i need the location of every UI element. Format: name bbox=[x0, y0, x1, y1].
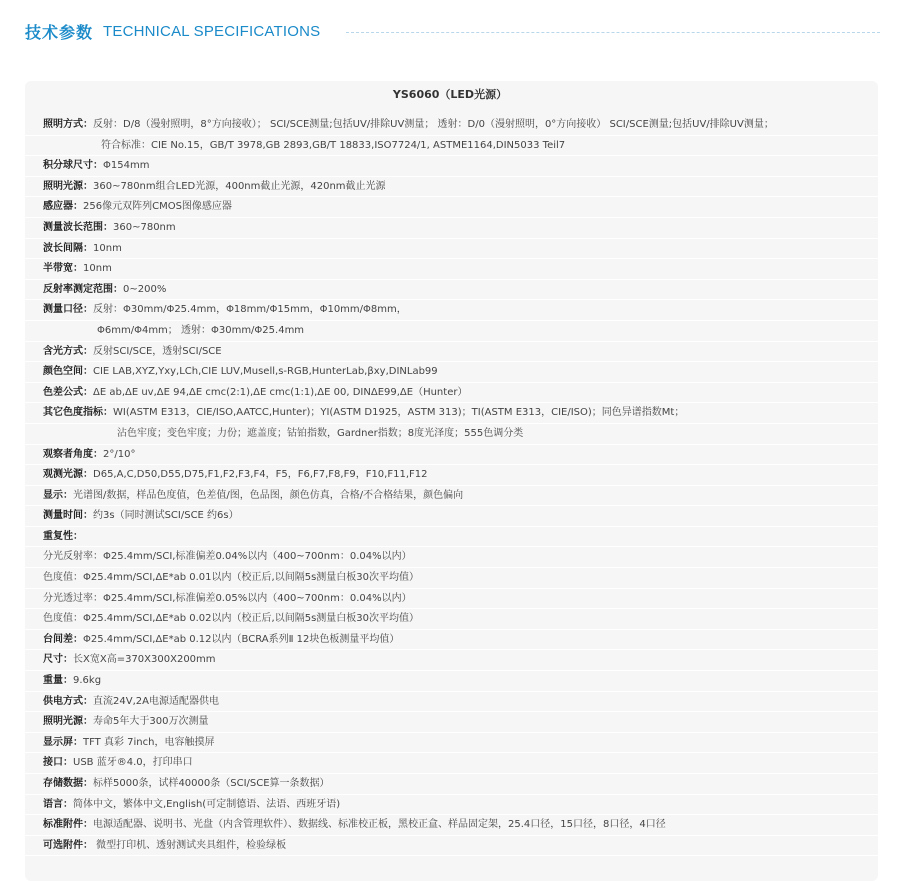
spec-label: 观测光源： bbox=[43, 469, 93, 481]
spec-label: 重复性： bbox=[43, 530, 83, 542]
spec-row bbox=[25, 342, 878, 363]
spec-row bbox=[25, 527, 878, 548]
spec-row bbox=[25, 259, 878, 280]
spec-value: 360~780nm bbox=[113, 221, 176, 233]
spec-value: 直流24V,2A电源适配器供电 bbox=[93, 695, 219, 707]
spec-row bbox=[25, 486, 878, 507]
spec-table bbox=[25, 115, 878, 856]
spec-label: 颜色空间： bbox=[43, 366, 93, 378]
spec-label: 含光方式： bbox=[43, 345, 93, 357]
spec-value: ΔE ab,ΔE uv,ΔE 94,ΔE cmc(2:1),ΔE cmc(1:1),ΔE 00, DINΔE99,ΔE（Hunter） bbox=[93, 386, 468, 398]
spec-value: 微型打印机、透射测试夹具组件，检验绿板 bbox=[93, 839, 287, 851]
spec-label: 测量时间： bbox=[43, 510, 93, 522]
spec-row bbox=[25, 177, 878, 198]
spec-value: 简体中文，繁体中文,English(可定制德语、法语、西班牙语) bbox=[73, 798, 341, 810]
spec-label: 显示： bbox=[43, 489, 73, 501]
spec-value: 10nm bbox=[83, 263, 112, 275]
spec-value: 反射：D/8（漫射照明，8°方向接收）； SCI/SCE测量;包括UV/排除UV测量； 透射：D/0（漫射照明，0°方向接收） SCI/SCE测量;包括UV/排除UV测量； bbox=[93, 119, 774, 130]
spec-value: 色度值：Φ25.4mm/SCI,ΔE*ab 0.01以内（校正后,以间隔5s测量白板30次平均值） bbox=[43, 572, 420, 584]
spec-row bbox=[25, 547, 878, 568]
spec-label: 供电方式： bbox=[43, 695, 93, 707]
spec-label: 半带宽： bbox=[43, 263, 83, 275]
spec-row bbox=[25, 197, 878, 218]
spec-row bbox=[25, 300, 878, 321]
spec-row bbox=[25, 692, 878, 713]
spec-row bbox=[25, 321, 878, 342]
spec-value: 反射：Φ30mm/Φ25.4mm，Φ18mm/Φ15mm，Φ10mm/Φ8mm， bbox=[93, 304, 407, 316]
spec-value: CIE LAB,XYZ,Yxy,LCh,CIE LUV,Musell,s-RGB,HunterLab,βxy,DINLab99 bbox=[93, 366, 438, 378]
spec-value: USB 蓝牙®4.0，打印串口 bbox=[73, 757, 193, 769]
spec-label: 台间差： bbox=[43, 633, 83, 645]
section-header bbox=[25, 16, 880, 46]
spec-value: 9.6kg bbox=[73, 675, 102, 687]
spec-label: 感应器： bbox=[43, 201, 83, 213]
spec-row bbox=[25, 836, 878, 857]
spec-value: 符合标准：CIE No.15，GB/T 3978,GB 2893,GB/T 18833,ISO7724/1, ASTME1164,DIN5033 Teil7 bbox=[101, 139, 566, 151]
spec-row bbox=[25, 671, 878, 692]
spec-row bbox=[25, 733, 878, 754]
spec-value: 色度值：Φ25.4mm/SCI,ΔE*ab 0.02以内（校正后,以间隔5s测量白板30次平均值） bbox=[43, 613, 420, 625]
spec-label: 照明方式： bbox=[43, 119, 93, 130]
spec-value: 分光反射率：Φ25.4mm/SCI,标准偏差0.04%以内（400~700nm：0.04%以内） bbox=[43, 551, 412, 563]
spec-value: Φ154mm bbox=[103, 160, 150, 172]
spec-value: 标样5000条，试样40000条（SCI/SCE算一条数据） bbox=[93, 778, 330, 789]
spec-label: 接口： bbox=[43, 757, 73, 769]
spec-value: Φ25.4mm/SCI,ΔE*ab 0.12以内（BCRA系列Ⅱ 12块色板测量平均值） bbox=[83, 633, 400, 645]
spec-row bbox=[25, 506, 878, 527]
spec-label: 其它色度指标： bbox=[43, 407, 113, 419]
spec-row bbox=[25, 774, 878, 795]
spec-row bbox=[25, 239, 878, 260]
spec-label: 照明光源： bbox=[43, 180, 93, 192]
spec-row bbox=[25, 712, 878, 733]
spec-label: 照明光源： bbox=[43, 716, 93, 728]
spec-label: 波长间隔： bbox=[43, 242, 93, 254]
spec-value: 寿命5年大于300万次测量 bbox=[93, 716, 209, 728]
spec-label: 显示屏： bbox=[43, 736, 83, 748]
spec-value: 光谱图/数据，样品色度值，色差值/图，色品图，颜色仿真，合格/不合格结果，颜色偏向 bbox=[73, 489, 464, 501]
spec-row bbox=[25, 383, 878, 404]
spec-value: Φ6mm/Φ4mm； 透射：Φ30mm/Φ25.4mm bbox=[97, 324, 305, 336]
spec-value: 256像元双阵列CMOS图像感应器 bbox=[83, 201, 232, 213]
spec-label: 积分球尺寸： bbox=[43, 160, 103, 172]
header-dashed-divider bbox=[346, 32, 880, 33]
spec-label: 可选附件： bbox=[43, 839, 93, 851]
spec-row bbox=[25, 815, 878, 836]
spec-label: 语言： bbox=[43, 798, 73, 810]
spec-row bbox=[25, 465, 878, 486]
spec-label: 尺寸： bbox=[43, 654, 73, 666]
spec-row bbox=[25, 609, 878, 630]
spec-value: 电源适配器、说明书、光盘（内含管理软件）、数据线、标准校正板，黑校正盒、样品固定架，25.4口径，15口径，8口径，4口径 bbox=[93, 819, 666, 831]
spec-label: 反射率测定范围： bbox=[43, 283, 123, 295]
spec-row bbox=[25, 156, 878, 177]
spec-value: 长X宽X高=370X300X200mm bbox=[73, 654, 216, 666]
spec-row bbox=[25, 753, 878, 774]
spec-value: TFT 真彩 7inch，电容触摸屏 bbox=[83, 736, 215, 748]
spec-value: 0~200% bbox=[123, 283, 167, 295]
spec-row bbox=[25, 795, 878, 816]
spec-row bbox=[25, 115, 878, 136]
spec-value: D65,A,C,D50,D55,D75,F1,F2,F3,F4，F5，F6,F7,F8,F9，F10,F11,F12 bbox=[93, 469, 428, 481]
spec-value: 分光透过率：Φ25.4mm/SCI,标准偏差0.05%以内（400~700nm：0.04%以内） bbox=[43, 592, 412, 604]
spec-value: 反射SCI/SCE，透射SCI/SCE bbox=[93, 345, 222, 357]
spec-row bbox=[25, 403, 878, 424]
spec-row bbox=[25, 589, 878, 610]
spec-value: 2°/10° bbox=[103, 448, 136, 460]
spec-label: 测量口径： bbox=[43, 304, 93, 316]
spec-value: 沾色牢度；变色牢度；力份；遮盖度；钴铂指数，Gardner指数；8度光泽度；555色调分类 bbox=[117, 427, 524, 439]
spec-row bbox=[25, 445, 878, 466]
spec-label: 重量： bbox=[43, 675, 73, 687]
spec-row bbox=[25, 362, 878, 383]
product-title: YS6060（LED光源） bbox=[392, 88, 508, 101]
spec-value: WI(ASTM E313，CIE/ISO,AATCC,Hunter)；YI(ASTM D1925，ASTM 313)；TI(ASTM E313，CIE/ISO)；同色异谱指数Mt； bbox=[113, 407, 685, 419]
spec-label: 标准附件： bbox=[43, 819, 93, 831]
spec-label: 色差公式： bbox=[43, 386, 93, 398]
spec-label: 观察者角度： bbox=[43, 448, 103, 460]
spec-row bbox=[25, 280, 878, 301]
spec-value: 约3s（同时测试SCI/SCE 约6s） bbox=[93, 510, 239, 522]
spec-label: 存储数据： bbox=[43, 778, 93, 789]
spec-label: 测量波长范围： bbox=[43, 221, 113, 233]
spec-row bbox=[25, 424, 878, 445]
section-title-cn: 技术参数 bbox=[25, 22, 94, 42]
spec-row bbox=[25, 650, 878, 671]
spec-value: 360~780nm组合LED光源，400nm截止光源，420nm截止光源 bbox=[93, 180, 386, 192]
spec-value: 10nm bbox=[93, 242, 122, 254]
spec-row bbox=[25, 218, 878, 239]
section-title-en: TECHNICAL SPECIFICATIONS bbox=[103, 22, 321, 40]
spec-row bbox=[25, 568, 878, 589]
spec-row bbox=[25, 136, 878, 157]
spec-row bbox=[25, 630, 878, 651]
